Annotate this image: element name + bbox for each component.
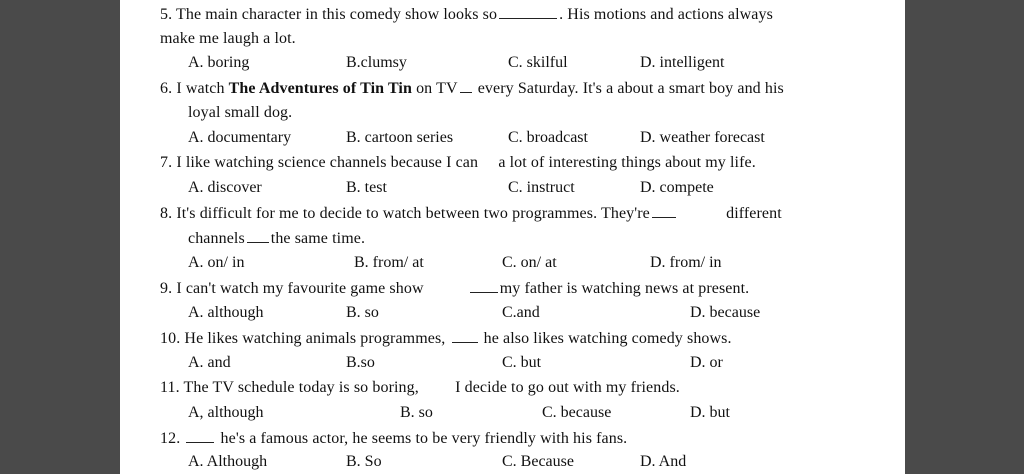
answer-blank — [499, 4, 557, 19]
question-number: 9. — [160, 280, 173, 297]
question-text: different — [726, 205, 782, 222]
option-b: B. from/ at — [354, 254, 424, 271]
option-d: D. or — [690, 354, 723, 371]
question-6 — [160, 78, 784, 99]
worksheet-page — [120, 0, 905, 474]
answer-blank — [652, 203, 676, 218]
option-c: C. because — [542, 404, 612, 421]
question-12 — [160, 428, 627, 449]
option-d: D. because — [690, 304, 761, 321]
question-text: . His motions and actions always — [559, 6, 773, 23]
question-5-line-2: make me laugh a lot. — [160, 30, 296, 47]
option-a: A. discover — [188, 179, 262, 196]
option-b: B. So — [346, 453, 382, 470]
option-b: B. so — [346, 304, 379, 321]
option-a: A. although — [188, 304, 264, 321]
option-c: C. on/ at — [502, 254, 557, 271]
option-a: A, although — [188, 404, 264, 421]
option-d: D. weather forecast — [640, 129, 765, 146]
question-text: a lot of interesting things about my life. — [498, 154, 756, 171]
question-5 — [160, 4, 773, 25]
question-8-line-2 — [188, 228, 365, 249]
question-number: 10. — [160, 330, 181, 347]
option-b: B. test — [346, 179, 387, 196]
option-c: C.and — [502, 304, 540, 321]
question-text: the same time. — [270, 230, 366, 247]
question-8 — [160, 203, 782, 224]
option-a: A. on/ in — [188, 254, 245, 271]
question-text: channels — [188, 230, 245, 247]
option-c: C. skilful — [508, 54, 568, 71]
option-c: C. broadcast — [508, 129, 588, 146]
option-c: C. instruct — [508, 179, 575, 196]
question-text: The main character in this comedy show looks so — [176, 6, 498, 23]
option-d: D. intelligent — [640, 54, 725, 71]
question-7 — [160, 153, 756, 173]
question-text: The TV schedule today is so boring, — [183, 379, 419, 396]
question-11 — [160, 378, 680, 398]
answer-blank — [247, 228, 269, 243]
answer-blank — [186, 428, 214, 443]
option-d: D. but — [690, 404, 730, 421]
option-a: A. and — [188, 354, 231, 371]
answer-blank — [460, 78, 472, 93]
question-number: 8. — [160, 205, 173, 222]
option-d: D. And — [640, 453, 687, 470]
option-a: A. boring — [188, 54, 250, 71]
question-number: 11. — [160, 379, 180, 396]
question-number: 7. — [160, 154, 173, 171]
question-text: I can't watch my favourite game show — [176, 280, 424, 297]
option-b: B.clumsy — [346, 54, 407, 71]
option-b: B.so — [346, 354, 375, 371]
question-number: 12. — [160, 430, 181, 447]
question-number: 6. — [160, 80, 173, 97]
option-c: C. Because — [502, 453, 574, 470]
question-text: He likes watching animals programmes, — [184, 330, 446, 347]
option-a: A. documentary — [188, 129, 292, 146]
option-d: D. from/ in — [650, 254, 722, 271]
option-b: B. so — [400, 404, 433, 421]
option-a: A. Although — [188, 453, 268, 470]
question-text: I watch — [176, 80, 225, 97]
option-c: C. but — [502, 354, 542, 371]
question-text: I decide to go out with my friends. — [455, 379, 680, 396]
question-text: every Saturday. It's a about a smart boy and his — [477, 80, 784, 97]
question-6-line-2: loyal small dog. — [188, 104, 293, 121]
question-text: he's a famous actor, he seems to be very friendly with his fans. — [220, 430, 628, 447]
question-9 — [160, 278, 749, 299]
show-title: The Adventures of Tin Tin — [228, 80, 412, 97]
question-text: on TV — [416, 80, 458, 97]
option-d: D. compete — [640, 179, 714, 196]
question-text: he also likes watching comedy shows. — [483, 330, 732, 347]
answer-blank — [470, 278, 498, 293]
option-b: B. cartoon series — [346, 129, 454, 146]
question-number: 5. — [160, 6, 173, 23]
question-text: It's difficult for me to decide to watch between two programmes. They're — [176, 205, 650, 222]
answer-blank — [452, 328, 478, 343]
question-text: my father is watching news at present. — [499, 280, 750, 297]
question-text: I like watching science channels because I can — [176, 154, 479, 171]
question-10 — [160, 328, 732, 349]
